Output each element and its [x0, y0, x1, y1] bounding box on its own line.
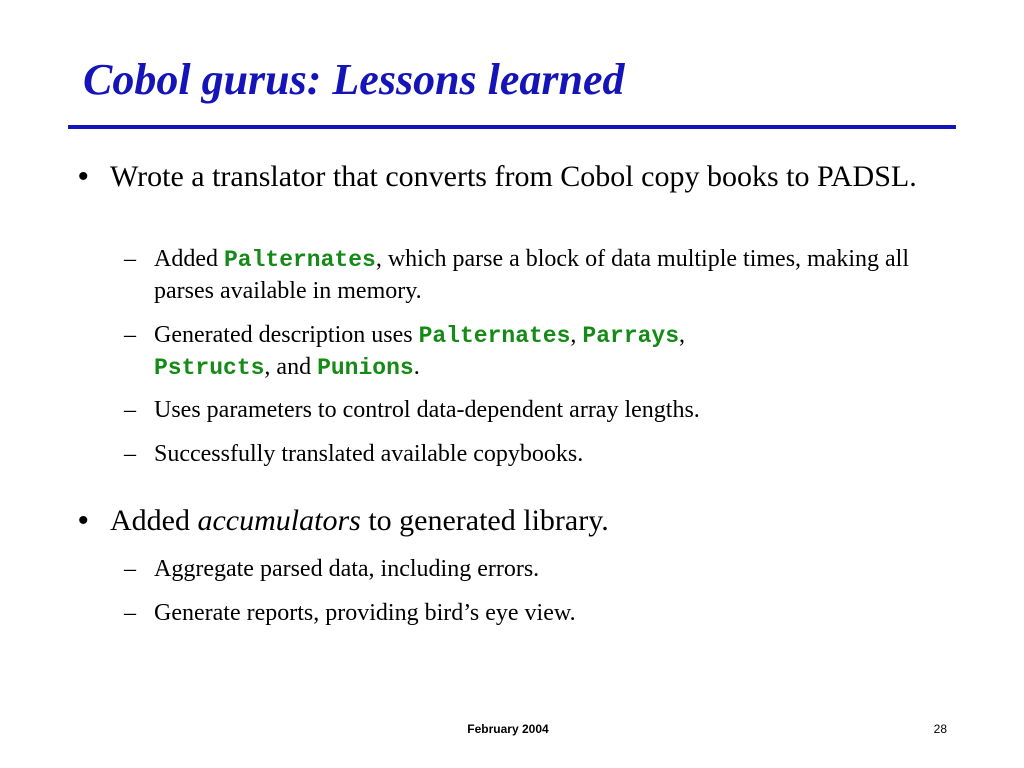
bullet-translator	[78, 160, 948, 194]
dash-marker: –	[124, 441, 136, 467]
text-run: , which parse a block of data multiple times, making all parses available in memory.	[154, 246, 910, 304]
sub-bullet-copybooks	[124, 439, 944, 470]
sub-bullet-reports	[124, 598, 944, 629]
footer-date: February 2004	[467, 722, 549, 736]
text-run: , and	[264, 354, 318, 380]
sub-bullet-text	[154, 320, 944, 384]
text-run: ,	[570, 322, 583, 348]
emphasis-term: accumulators	[197, 504, 361, 537]
sub-bullet-parameters	[124, 395, 944, 426]
sub-bullet-text: Aggregate parsed data, including errors.	[154, 556, 540, 582]
bullet-marker: •	[78, 504, 89, 537]
sub-bullet-text	[154, 244, 944, 307]
dash-marker: –	[124, 556, 136, 582]
text-run: Added	[110, 504, 198, 537]
text-run: to generated library.	[360, 504, 609, 537]
dash-marker: –	[124, 246, 136, 272]
sub-bullet-text: Successfully translated available copybooks.	[154, 441, 584, 467]
text-run: ,	[679, 322, 686, 348]
sub-bullet-text: Uses parameters to control data-dependent array lengths.	[154, 397, 700, 423]
code-term: Pstructs	[154, 355, 265, 381]
bullet-accumulators	[78, 504, 948, 538]
code-term: Palternates	[223, 247, 376, 273]
dash-marker: –	[124, 397, 136, 423]
sub-bullet-generated-description	[124, 320, 944, 384]
code-term: Punions	[317, 355, 414, 381]
text-run: .	[413, 354, 420, 380]
dash-marker: –	[124, 322, 136, 348]
sub-bullet-palternates	[124, 244, 944, 307]
text-run: Added	[154, 246, 224, 272]
code-term: Palternates	[418, 323, 571, 349]
dash-marker: –	[124, 600, 136, 626]
sub-bullet-aggregate	[124, 554, 944, 585]
page-number: 28	[933, 722, 947, 736]
title-underline	[68, 125, 956, 129]
slide-title: Cobol gurus: Lessons learned	[83, 55, 625, 104]
code-term: Parrays	[582, 323, 680, 349]
sub-bullet-text: Generate reports, providing bird’s eye view.	[154, 600, 576, 626]
bullet-text	[110, 504, 948, 538]
bullet-text: Wrote a translator that converts from Cobol copy books to PADSL.	[110, 160, 917, 193]
text-run: Generated description uses	[154, 322, 419, 348]
bullet-marker: •	[78, 160, 89, 193]
